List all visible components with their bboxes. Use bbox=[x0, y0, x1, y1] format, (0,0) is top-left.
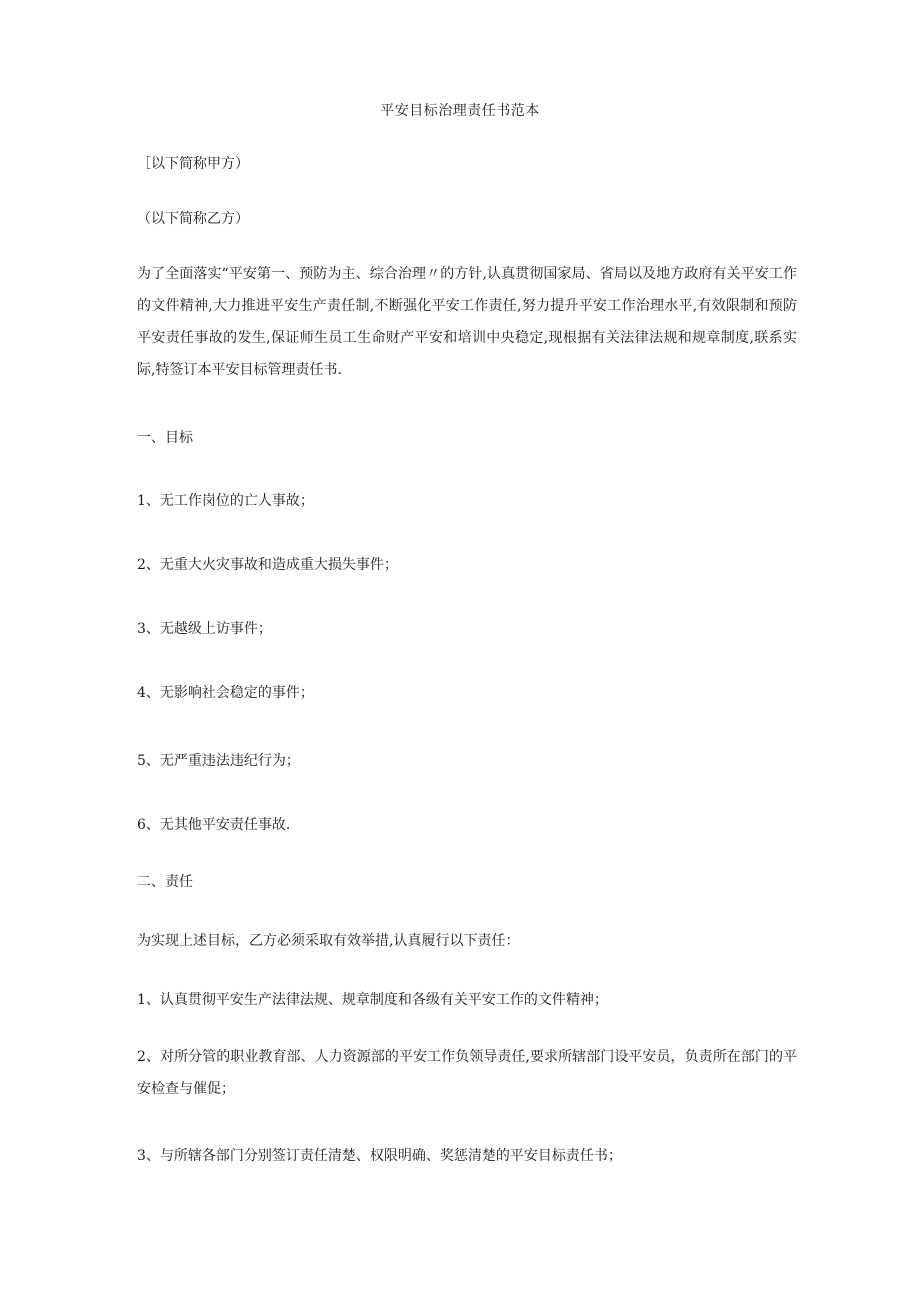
intro-paragraph: 为了全面落实“平安第一、预防为主、综合治理〃的方针,认真贯彻国家局、省局以及地方政府有关平安工作的文件精神,大力推进平安生产责任制,不断强化平安工作责任,努力提升平安工作治理水平,有效限制和预防平安责任事故的发生,保证师生员工生命财产平安和培训中央稳定,现根据有关法律法规和规章制度,联系实际,特签订本平安目标管理责任书. bbox=[137, 266, 797, 378]
goal-item: 2、无重大火灾事故和造成重大损失事件； bbox=[137, 557, 398, 573]
goal-item: 6、无其他平安责任事故. bbox=[137, 817, 291, 833]
duty-item: 1、认真贯彻平安生产法律法规、规章制度和各级有关平安工作的文件精神； bbox=[137, 992, 608, 1008]
duties-intro: 为实现上述目标，乙方必须采取有效举措,认真履行以下责任： bbox=[137, 933, 520, 949]
document-title: 平安目标治理责任书范本 bbox=[380, 103, 540, 119]
goal-item: 1、无工作岗位的亡人事故； bbox=[137, 493, 314, 509]
duty-item: 3、与所辖各部门分别签订责任清楚、权限明确、奖惩清楚的平安目标责任书； bbox=[137, 1148, 622, 1164]
party-b-line: （以下简称乙方） bbox=[137, 211, 249, 227]
section-heading-goals: 一、目标 bbox=[137, 430, 193, 446]
goal-item: 4、无影响社会稳定的事件； bbox=[137, 685, 314, 701]
party-a-line: ［以下简称甲方） bbox=[137, 156, 249, 172]
duty-item: 2、对所分管的职业教育部、人力资源部的平安工作负领导责任,要求所辖部门设平安员，负责所在部门的平安检查与催促； bbox=[137, 1049, 797, 1097]
goal-item: 3、无越级上访事件； bbox=[137, 621, 272, 637]
section-heading-duties: 二、责任 bbox=[137, 874, 193, 890]
goal-item: 5、无严重违法违纪行为； bbox=[137, 753, 300, 769]
